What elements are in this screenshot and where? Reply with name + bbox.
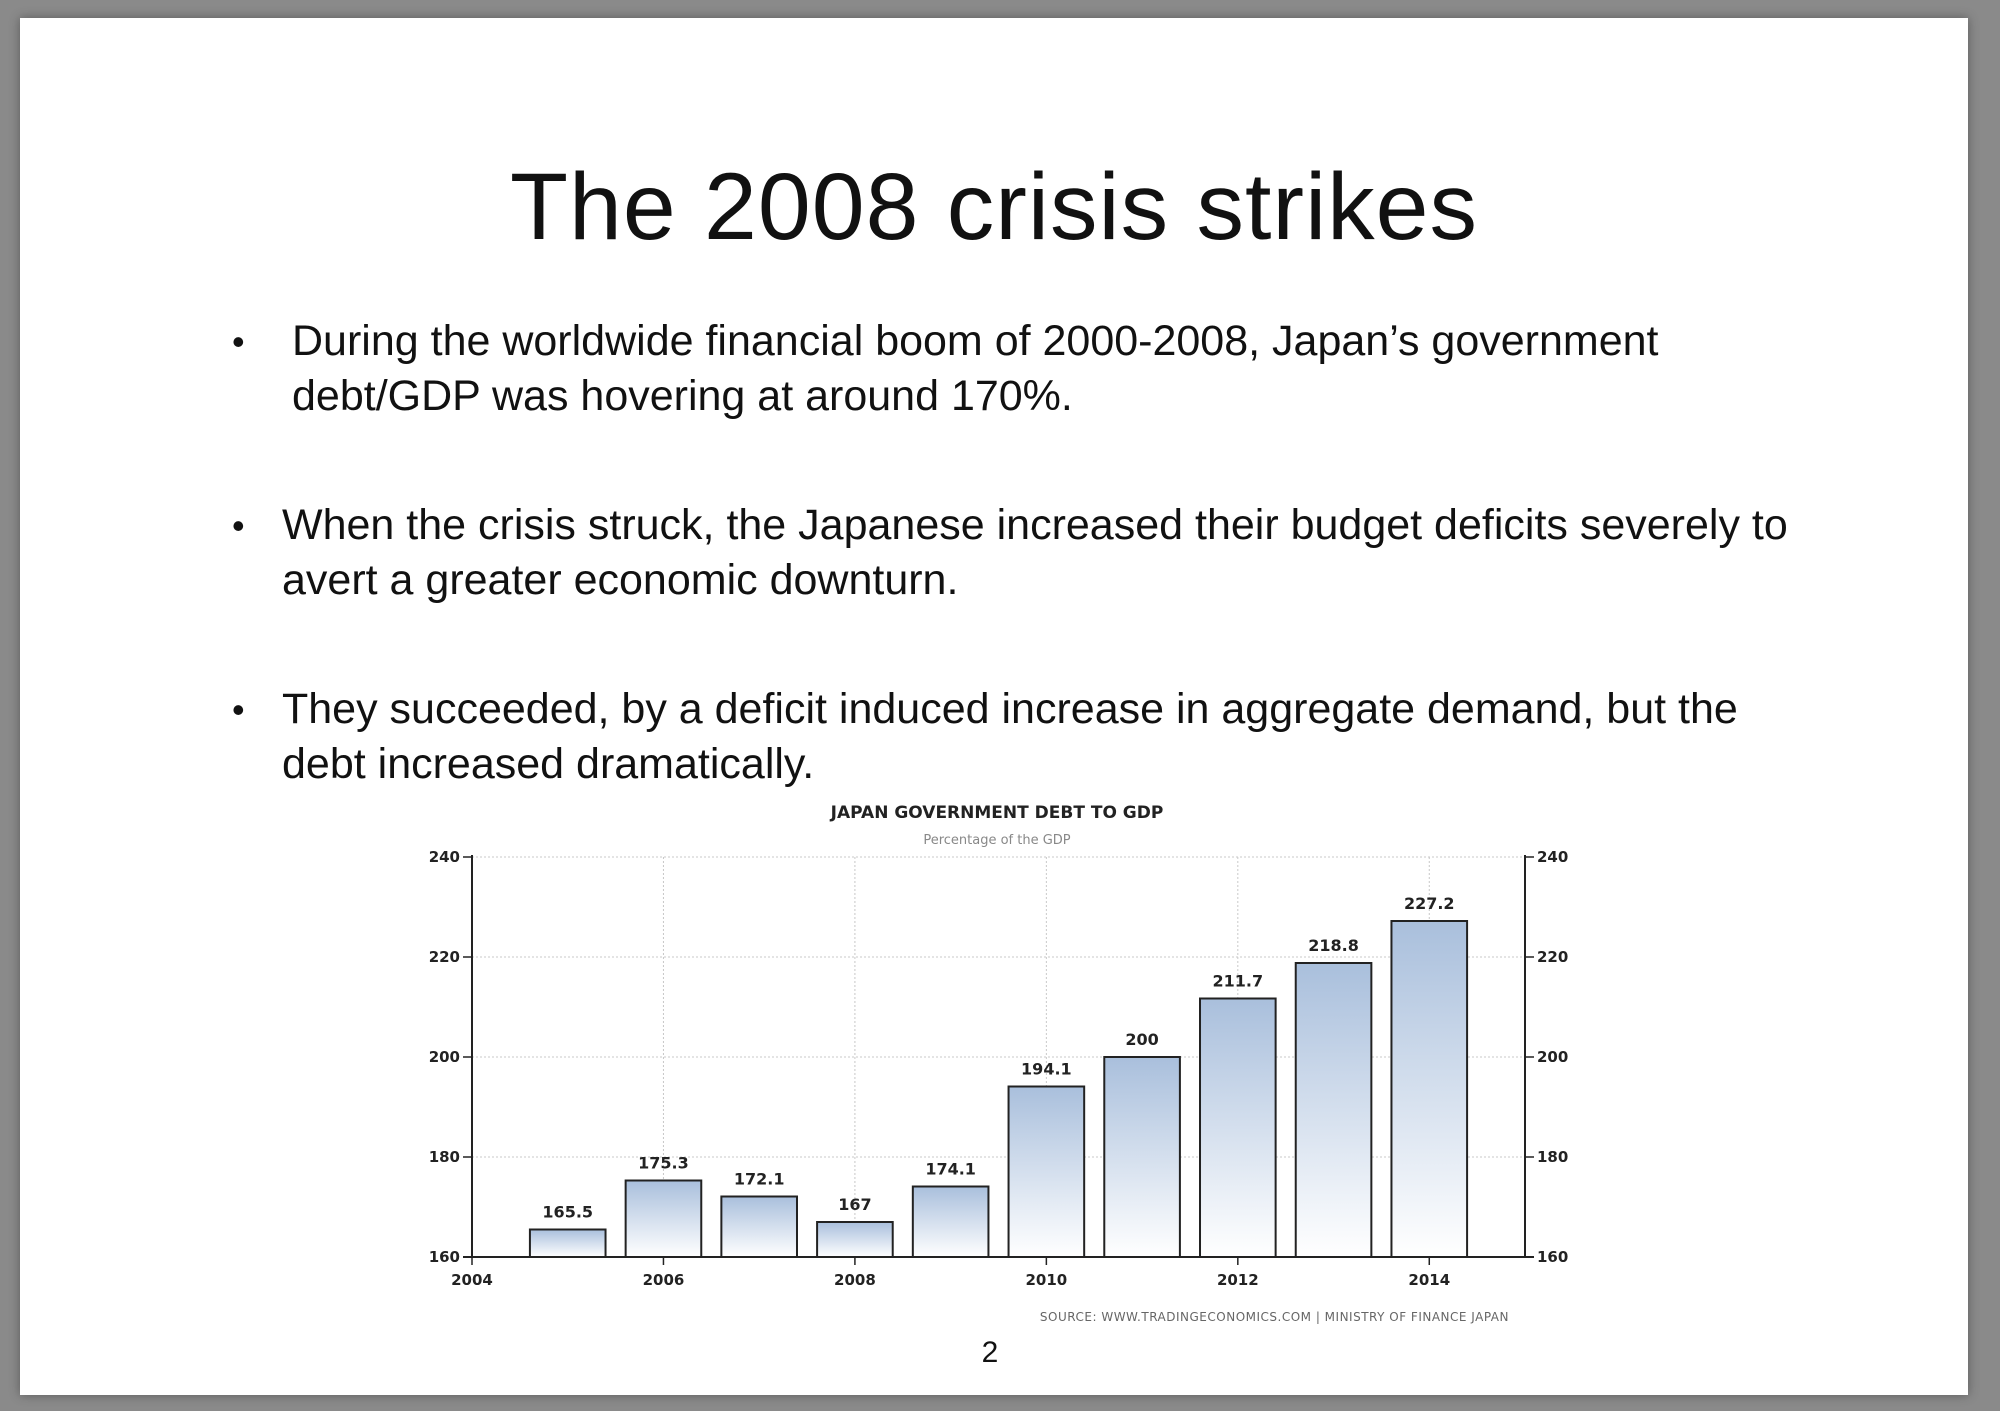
bar <box>1296 963 1372 1257</box>
chart-title: JAPAN GOVERNMENT DEBT TO GDP <box>830 803 1164 823</box>
bar <box>1104 1057 1180 1257</box>
bar <box>721 1197 797 1258</box>
bar <box>626 1181 702 1258</box>
slide-title: The 2008 crisis strikes <box>509 154 1479 260</box>
x-tick-label: 2008 <box>834 1271 876 1289</box>
bar <box>913 1187 989 1258</box>
y-tick-label-right: 240 <box>1537 848 1569 866</box>
bullet-text: They succeeded, by a deficit induced increase in aggregate demand, but the debt increased dramatically. <box>282 685 1738 788</box>
x-tick-label: 2010 <box>1025 1271 1068 1289</box>
y-tick-label-left: 160 <box>428 1248 460 1266</box>
value-label: 167 <box>838 1195 872 1214</box>
chart-source: SOURCE: WWW.TRADINGECONOMICS.COM | MINISTRY OF FINANCE JAPAN <box>1039 1310 1509 1324</box>
debt-to-gdp-chart <box>20 18 1968 1395</box>
y-tick-label-left: 180 <box>428 1148 460 1166</box>
y-tick-label-right: 200 <box>1537 1048 1569 1066</box>
bar <box>817 1222 893 1257</box>
value-label: 172.1 <box>733 1169 785 1189</box>
y-tick-label-left: 240 <box>428 848 460 866</box>
slide <box>20 18 1968 1395</box>
value-label: 165.5 <box>542 1202 594 1222</box>
y-tick-label-right: 220 <box>1537 948 1569 966</box>
bar <box>1200 999 1276 1258</box>
value-label: 175.3 <box>638 1153 689 1173</box>
bullet-marker: • <box>232 689 245 730</box>
chart-subtitle: Percentage of the GDP <box>923 833 1071 848</box>
value-label: 174.1 <box>925 1159 976 1179</box>
y-tick-label-right: 160 <box>1537 1248 1569 1266</box>
bar <box>1391 921 1467 1257</box>
bullet-text: During the worldwide financial boom of 2000-2008, Japan’s government debt/GDP was hovering at around 170%. <box>292 317 1659 420</box>
value-label: 227.2 <box>1403 894 1455 913</box>
bullet-text: When the crisis struck, the Japanese increased their budget deficits severely to avert a greater economic downturn. <box>282 501 1788 604</box>
value-label: 211.7 <box>1212 971 1264 991</box>
x-tick-label: 2004 <box>451 1271 493 1289</box>
value-label: 218.8 <box>1308 936 1359 955</box>
value-label: 194.1 <box>1021 1059 1072 1079</box>
bullet-marker: • <box>232 505 245 546</box>
y-tick-label-left: 200 <box>428 1048 460 1066</box>
bars <box>530 921 1467 1257</box>
bar <box>530 1230 606 1258</box>
x-tick-label: 2014 <box>1408 1271 1451 1289</box>
bullet-marker: • <box>232 321 245 362</box>
x-tick-label: 2012 <box>1216 1271 1259 1289</box>
y-tick-label-left: 220 <box>428 948 460 966</box>
page-number: 2 <box>981 1336 999 1369</box>
bar <box>1009 1087 1085 1258</box>
x-tick-label: 2006 <box>642 1271 685 1289</box>
y-tick-label-right: 180 <box>1537 1148 1569 1166</box>
value-label: 200 <box>1125 1030 1159 1049</box>
